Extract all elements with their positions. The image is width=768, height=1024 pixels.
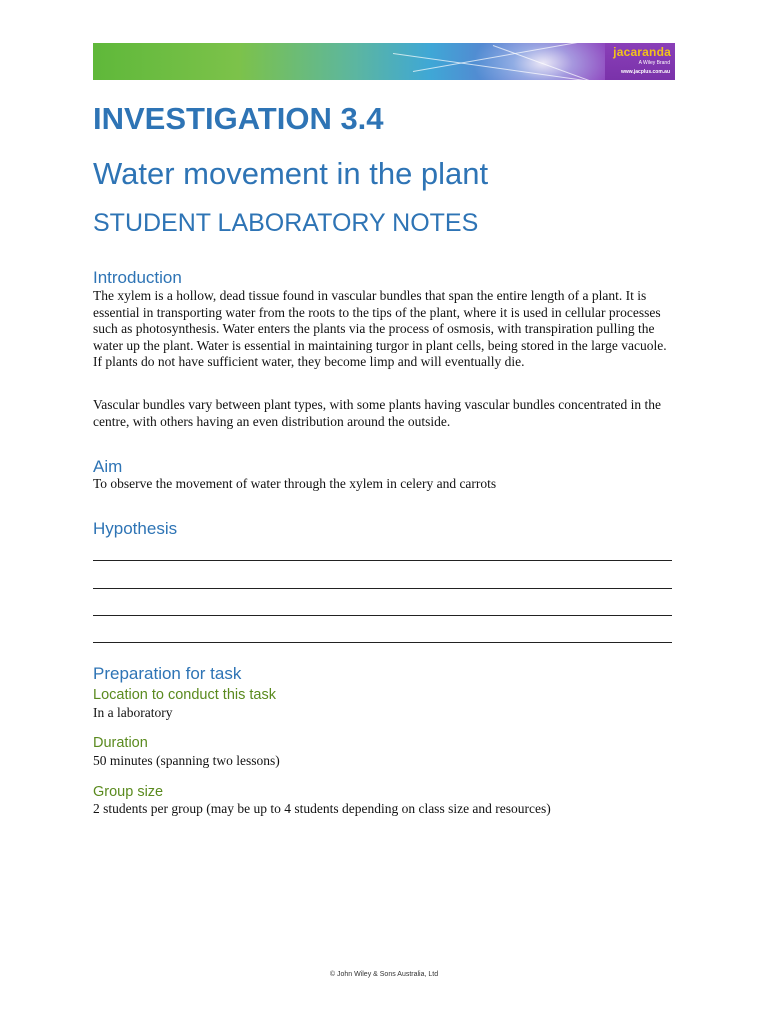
duration-heading: Duration	[93, 735, 148, 751]
location-text: In a laboratory	[93, 705, 173, 720]
brand-logo-box	[605, 43, 675, 80]
introduction-paragraph: Vascular bundles vary between plant types, with some plants having vascular bundles concentrated in the centre, with others having an even distribution around the outside.	[93, 397, 661, 429]
group-size-heading: Group size	[93, 784, 164, 800]
hypothesis-answer-line	[93, 615, 672, 616]
hypothesis-heading: Hypothesis	[93, 519, 178, 538]
location-heading: Location to conduct this task	[93, 687, 276, 703]
duration-text: 50 minutes (spanning two lessons)	[93, 753, 280, 768]
preparation-heading: Preparation for task	[93, 664, 242, 683]
hypothesis-answer-line	[93, 642, 672, 643]
introduction-heading: Introduction	[93, 268, 182, 287]
investigation-number: INVESTIGATION 3.4	[93, 101, 384, 136]
jacaranda-banner	[93, 43, 675, 80]
aim-text: To observe the movement of water through the xylem in celery and carrots	[93, 476, 497, 491]
introduction-paragraph: The xylem is a hollow, dead tissue found in vascular bundles that span the entire length of a plant. It is essential in transporting water from the roots to the tips of the plant, where it is used in cellular processes such as photosynthesis. Water enters the plants via the process of osmosis, with transpiration pulling the water up the plant. Water is essential in maintaining turgor in plant cells, being stored in the large vacuole. If plants do not have sufficient water, they become limp and will eventually die.	[93, 288, 667, 370]
brand-url: www.jacplus.com.au	[621, 69, 670, 75]
brand-tagline: A Wiley Brand	[638, 60, 670, 66]
hypothesis-answer-line	[93, 560, 672, 561]
hypothesis-answer-line	[93, 588, 672, 589]
aim-heading: Aim	[93, 457, 123, 476]
group-size-text: 2 students per group (may be up to 4 students depending on class size and resources)	[93, 801, 551, 816]
brand-logo: jacaranda	[613, 45, 671, 59]
copyright-footer: © John Wiley & Sons Australia, Ltd	[329, 971, 439, 978]
page-subtitle: STUDENT LABORATORY NOTES	[93, 209, 479, 237]
page-title: Water movement in the plant	[93, 156, 489, 191]
